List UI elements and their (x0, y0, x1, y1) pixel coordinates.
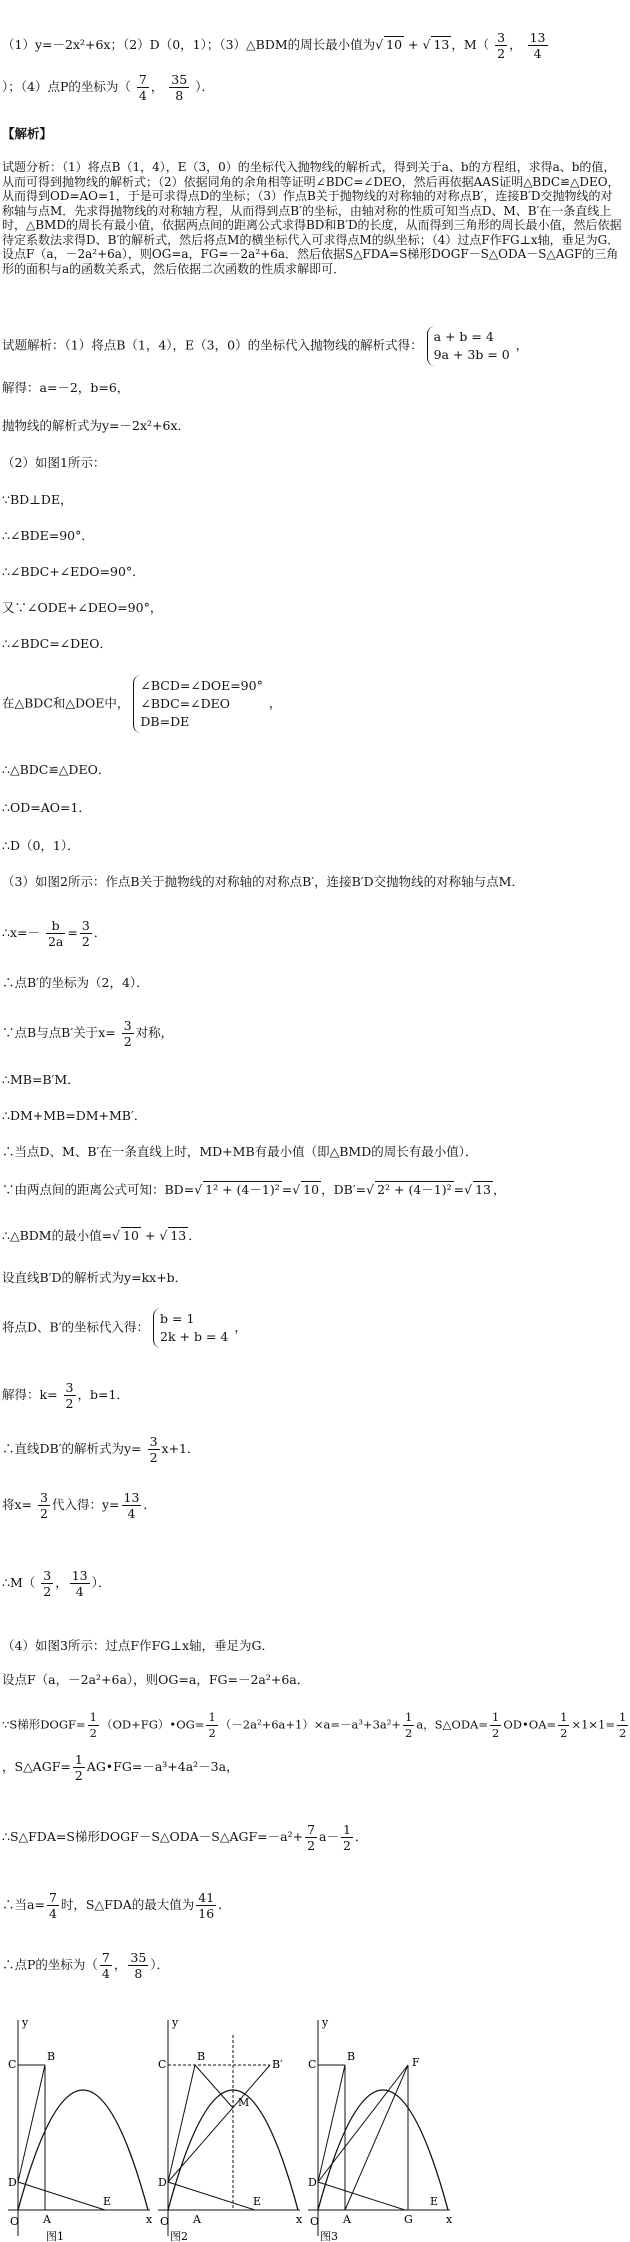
fraction (38, 1490, 50, 1521)
numerator: 7 (101, 1950, 110, 1965)
numerator: 1 (208, 1710, 216, 1724)
step-text: x+1． (161, 1441, 200, 1456)
step-text: 时，S△FDA的最大值为 (60, 1897, 195, 1912)
solution-step-4: （2）如图1所示： (2, 455, 106, 470)
denominator: 2 (123, 1034, 132, 1049)
fraction (196, 1890, 216, 1921)
step-text: ， (493, 1182, 506, 1197)
denominator: 2 (40, 1506, 48, 1521)
sqrt-value: 13 (475, 1182, 491, 1197)
sqrt-sign: √ (194, 1182, 203, 1197)
denominator: 2 (43, 1584, 52, 1599)
numerator: 13 (71, 1568, 88, 1583)
solution-step-24 (2, 1308, 247, 1348)
solution-step-12: ∴OD=AO=1． (2, 800, 91, 815)
numerator: 13 (123, 1490, 140, 1505)
segment-de (318, 2182, 405, 2210)
step-text: a－ (319, 1829, 339, 1844)
label-e: E (253, 2195, 262, 2208)
step-text: ∴直线DB′的解析式为y= (2, 1441, 142, 1456)
solution-step-17 (2, 1018, 173, 1049)
label-x: x (446, 2213, 453, 2226)
label-b: B (197, 2050, 206, 2063)
solution-step-20: ∴当点D、M、B′在一条直线上时，MD+MB有最小值（即△BMD的周长有最小值）． (2, 1144, 478, 1159)
step-text: （－2a²+6a+1）×a=－a³+3a²+ (219, 1717, 401, 1732)
equation: ∠BDC=∠DEO (140, 696, 230, 711)
numerator: 3 (123, 1018, 132, 1033)
numerator: 41 (198, 1890, 215, 1905)
step-text: ）． (150, 1957, 170, 1972)
equation: ∠BCD=∠DOE=90° (140, 678, 263, 693)
numerator: 1 (74, 1752, 83, 1767)
solution-step-6: ∴∠BDE=90°． (2, 528, 94, 543)
numerator: 3 (81, 918, 90, 933)
fraction (137, 72, 149, 103)
step-text: ∵S梯形DOGF= (2, 1717, 86, 1732)
label-y: y (322, 2016, 329, 2029)
step-text: ∴当a= (2, 1897, 45, 1912)
denominator: 4 (138, 88, 147, 103)
solution-step-31 (2, 1710, 630, 1741)
figure-2-caption: 图2 (170, 2230, 188, 2242)
step-text: ． (188, 1228, 201, 1243)
fraction (122, 1490, 142, 1521)
fraction (148, 1434, 160, 1465)
solution-step-32 (2, 1752, 239, 1783)
step-text: 在△BDC和△DOE中， (2, 695, 130, 711)
fraction (122, 1018, 134, 1049)
solution-step-15 (2, 918, 106, 949)
sqrt-value: 1² + (4－1)² (205, 1182, 280, 1197)
step-text: ∴x=－ (2, 925, 40, 940)
parabola (318, 2090, 448, 2210)
numerator: 1 (89, 1710, 97, 1724)
label-b: B (347, 2050, 356, 2063)
label-d: D (308, 2176, 317, 2189)
label-c: C (308, 2058, 317, 2071)
denominator: 2 (89, 1726, 97, 1740)
solution-step-8: 又∵∠ODE+∠DEO=90°， (2, 600, 163, 615)
solution-step-1 (2, 326, 528, 366)
fraction (46, 918, 65, 949)
denominator: 4 (127, 1506, 136, 1521)
label-g: G (404, 2213, 413, 2226)
fraction (70, 1568, 90, 1599)
denominator: 4 (101, 1966, 110, 1981)
denominator: 16 (198, 1906, 215, 1921)
figure-1-caption: 图1 (46, 2230, 64, 2242)
numerator: 7 (138, 72, 147, 87)
sqrt-sign: √ (112, 1228, 121, 1243)
equation: b = 1 (160, 1311, 195, 1326)
solution-step-11: ∴△BDC≌△DEO． (2, 762, 111, 777)
sqrt-value: 10 (386, 37, 403, 52)
equation: a + b = 4 (433, 329, 494, 344)
parabola (18, 2090, 148, 2210)
numerator: 1 (492, 1710, 500, 1724)
numerator: 7 (48, 1890, 57, 1905)
solution-step-3: 抛物线的解析式为y=－2x²+6x． (2, 418, 191, 433)
fraction (169, 72, 189, 103)
solution-step-16: ∴点B′的坐标为（2，4）． (2, 975, 149, 990)
answer-text: （1）y=－2x²+6x；（2）D（0，1）；（3）△BDM的周长最小值为 (2, 37, 376, 52)
step-text: ． (354, 1829, 368, 1844)
step-text: ∴S△FDA=S梯形DOGF－S△ODA－S△AGF=－a²+ (2, 1829, 304, 1844)
denominator: 2 (560, 1726, 568, 1740)
sqrt-value: 13 (433, 37, 450, 52)
step-text: ∵点B与点B′关于x= (2, 1025, 116, 1040)
answer-text: ）；（4）点P的坐标为（ (2, 79, 131, 94)
step-text: ∴△BDM的最小值= (2, 1228, 113, 1243)
step-text: ）． (91, 1575, 111, 1590)
sqrt-sign: √ (366, 1182, 375, 1197)
denominator: 2 (342, 1838, 351, 1853)
step-text: 将点D、B′的坐标代入得： (2, 1319, 150, 1335)
step-text: （OD+FG）•OG= (100, 1717, 205, 1732)
denominator: 2a (47, 934, 64, 949)
label-c: C (8, 2058, 17, 2071)
fraction (73, 1752, 85, 1783)
denominator: 2 (497, 46, 506, 61)
sqrt-sign: √ (464, 1182, 473, 1197)
denominator: 2 (81, 934, 90, 949)
numerator: 1 (619, 1710, 627, 1724)
label-b: B (47, 2050, 56, 2063)
fraction (206, 1710, 217, 1741)
solution-step-29: （4）如图3所示：过点F作FG⊥x轴，垂足为G． (2, 1638, 275, 1653)
answer-line-1: （1）y=－2x²+6x；（2）D（0，1）；（3）△BDM的周长最小值为√ 10 + √ 13 ，M（ $\frac{3}{2}$ ， $\frac{13}{4}$ (2, 30, 546, 61)
step-text: 代入得：y= (51, 1497, 120, 1512)
numerator: 1 (560, 1710, 568, 1724)
step-text: ． (143, 1497, 156, 1512)
numerator: 3 (65, 1380, 74, 1395)
segment-dbp (168, 2065, 270, 2182)
step-text: ， (268, 695, 282, 711)
step-text: AG•FG=－a³+4a²－3a， (86, 1759, 239, 1774)
fraction (528, 30, 548, 61)
label-d: D (158, 2176, 167, 2189)
sqrt-value: 10 (303, 1182, 320, 1197)
step-text: ，S△AGF= (2, 1759, 71, 1774)
denominator: 2 (405, 1726, 413, 1740)
segment-bm (195, 2065, 233, 2108)
sqrt-value: 10 (123, 1228, 139, 1243)
sqrt-value: 13 (170, 1228, 187, 1243)
denominator: 4 (533, 46, 542, 61)
denominator: 2 (74, 1768, 83, 1783)
answer-line-2: ）；（4）点P的坐标为（ $\frac{7}{4}$ ， $\frac{35}{8}$ ）． (2, 72, 214, 103)
solution-step-14: （3）如图2所示：作点B关于抛物线的对称轴的对称点B′，连接B′D交抛物线的对称轴与点M． (2, 874, 524, 889)
fraction (341, 1822, 353, 1853)
numerator: 1 (405, 1710, 413, 1724)
label-x: x (296, 2213, 303, 2226)
denominator: 2 (208, 1726, 216, 1740)
numerator: 3 (43, 1568, 52, 1583)
step-text: = (67, 925, 78, 940)
sqrt-value: 2² + (4－1)² (377, 1182, 452, 1197)
denominator: 2 (619, 1726, 627, 1740)
denominator: 4 (48, 1906, 57, 1921)
denominator: 8 (175, 88, 184, 103)
step-text: ∴M（ (2, 1575, 36, 1590)
fraction (80, 918, 92, 949)
step-text: = (453, 1182, 465, 1197)
step-text: ， (113, 1957, 127, 1972)
step-text: ． (218, 1897, 231, 1912)
step-text: = (281, 1182, 293, 1197)
numerator: 3 (40, 1490, 48, 1505)
equation-system (427, 326, 516, 366)
figure-3 (308, 2016, 453, 2242)
equation: 2k + b = 4 (160, 1329, 229, 1344)
segment-af (345, 2065, 408, 2210)
label-e: E (103, 2195, 112, 2208)
figure-1 (8, 2016, 153, 2242)
figure-3-caption: 图3 (320, 2230, 338, 2242)
numerator: 3 (149, 1434, 158, 1449)
label-f: F (412, 2056, 420, 2069)
label-a: A (43, 2213, 51, 2226)
label-y: y (22, 2016, 29, 2029)
label-e: E (430, 2195, 439, 2208)
solution-step-23: 设直线B′D的解析式为y=kx+b． (2, 1270, 188, 1285)
label-x: x (146, 2213, 153, 2226)
denominator: 4 (75, 1584, 84, 1599)
solution-step-33 (2, 1822, 367, 1853)
fraction (41, 1568, 53, 1599)
solution-step-10 (2, 675, 281, 733)
fraction (305, 1822, 317, 1853)
label-c: C (158, 2058, 167, 2071)
figure-2 (158, 2016, 303, 2242)
step-text: 解得：k= (2, 1387, 58, 1402)
step-text: ． (93, 925, 107, 940)
answer-text: ）． (195, 79, 214, 94)
fraction (403, 1710, 414, 1741)
denominator: 2 (65, 1396, 74, 1411)
sqrt-sign: √ (375, 37, 384, 52)
solution-step-21 (2, 1182, 506, 1198)
solution-step-25 (2, 1380, 129, 1411)
step-text: ， (515, 337, 529, 353)
label-a: A (193, 2213, 201, 2226)
solution-step-13: ∴D（0，1）． (2, 838, 80, 853)
label-bprime: B′ (272, 2058, 283, 2071)
numerator: 13 (529, 30, 546, 45)
solution-step-7: ∴∠BDC+∠EDO=90°． (2, 564, 145, 579)
step-text: ∴点P的坐标为（ (2, 1957, 98, 1972)
solution-step-9: ∴∠BDC=∠DEO． (2, 636, 113, 651)
solution-step-5: ∵BD⊥DE， (2, 492, 73, 507)
step-text: ，DB′= (321, 1182, 367, 1197)
step-text: ×1×1= (571, 1717, 616, 1732)
solution-step-27 (2, 1490, 156, 1521)
numerator: 35 (171, 72, 188, 87)
segment-de (168, 2182, 255, 2210)
step-text: ，b=1． (77, 1387, 129, 1402)
fraction (490, 1710, 501, 1741)
solution-step-18: ∴MB=B′M． (2, 1072, 80, 1087)
equation: DB=DE (140, 714, 190, 729)
equation-system (133, 675, 268, 733)
step-text: 将x= (2, 1497, 33, 1512)
fraction (64, 1380, 76, 1411)
solution-step-35 (2, 1950, 169, 1981)
label-y: y (172, 2016, 179, 2029)
fraction (495, 30, 507, 61)
numerator: 7 (307, 1822, 316, 1837)
fraction (100, 1950, 112, 1981)
segment-de (18, 2182, 105, 2210)
step-text: ∵由两点间的距离公式可知：BD= (2, 1182, 195, 1197)
label-o: O (10, 2215, 20, 2228)
solution-step-19: ∴DM+MB=DM+MB′． (2, 1108, 147, 1123)
sqrt-sign: √ (422, 37, 431, 52)
step-text: ， (234, 1319, 247, 1335)
fraction (128, 1950, 148, 1981)
step-text: ， (55, 1575, 68, 1590)
solution-step-2: 解得：a=－2，b=6， (2, 380, 130, 395)
equation-system (153, 1308, 234, 1348)
solution-step-28 (2, 1568, 110, 1599)
fraction (47, 1890, 59, 1921)
numerator: 1 (342, 1822, 351, 1837)
label-a: A (343, 2213, 351, 2226)
step-text: 对称， (135, 1025, 174, 1040)
fraction (88, 1710, 99, 1741)
label-d: D (8, 2176, 17, 2189)
solution-step-22: ∴△BDM的最小值=√ 10 + √ 13 ． (2, 1228, 201, 1243)
fraction (558, 1710, 569, 1741)
numerator: 3 (497, 30, 506, 45)
analysis-heading: 【解析】 (2, 126, 53, 141)
figures-strip (0, 2010, 630, 2242)
answer-text: ，M（ (451, 37, 490, 52)
fraction (617, 1710, 628, 1741)
sqrt-sign: √ (292, 1182, 301, 1197)
analysis-body: 试题分析：（1）将点B（1，4），E（3，0）的坐标代入抛物线的解析式，得到关于a、b的方程组，求得a、b的值，从而可得到抛物线的解析式；（2）依据同角的余角相等证明∠BDC=∠DEO，然后再依据AAS证明△BDC≌△DEO，从而得到OD=AO=1，于是可求得点D的坐标；（3）作点B关于抛物线的对称轴的对称点B′，连接B′D交抛物线的对称轴与点M．先求得抛物线的对称轴方程，从而得到点B′的坐标，由轴对称的性质可知当点D、M、B′在一条直线上时，△BMD的周长有最小值，依据两点间的距离公式求得BD和B′D的长度，从而得到三角形的周长最小值，然后依据待定系数法求得D、B′的解析式，然后将点M的横坐标代入可求得点M的纵坐标；（4）过点F作FG⊥x轴，垂足为G．设点F（a，－2a²+6a），则OG=a，FG=－2a²+6a．然后依据S△FDA=S梯形DOGF－S△ODA－S△AGF的三角形的面积与a的函数关系式，然后依据二次函数的性质求解即可． (2, 160, 622, 276)
denominator: 2 (492, 1726, 500, 1740)
solution-step-30: 设点F（a，－2a²+6a），则OG=a，FG=－2a²+6a． (2, 1672, 310, 1687)
label-m: M (238, 2096, 250, 2109)
numerator: b (46, 918, 65, 934)
solution-step-26 (2, 1434, 200, 1465)
label-o: O (160, 2215, 170, 2228)
denominator: 2 (307, 1838, 316, 1853)
numerator: 35 (130, 1950, 147, 1965)
denominator: 8 (134, 1966, 143, 1981)
label-o: O (310, 2215, 320, 2228)
denominator: 2 (149, 1450, 158, 1465)
step-text: 试题解析：（1）将点B（1，4），E（3，0）的坐标代入抛物线的解析式得： (2, 337, 423, 353)
step-text: OD•OA= (503, 1717, 557, 1732)
solution-step-34 (2, 1890, 231, 1921)
sqrt-sign: √ (159, 1228, 168, 1243)
step-text: a，S△ODA= (416, 1717, 488, 1732)
equation: 9a + 3b = 0 (433, 347, 510, 362)
